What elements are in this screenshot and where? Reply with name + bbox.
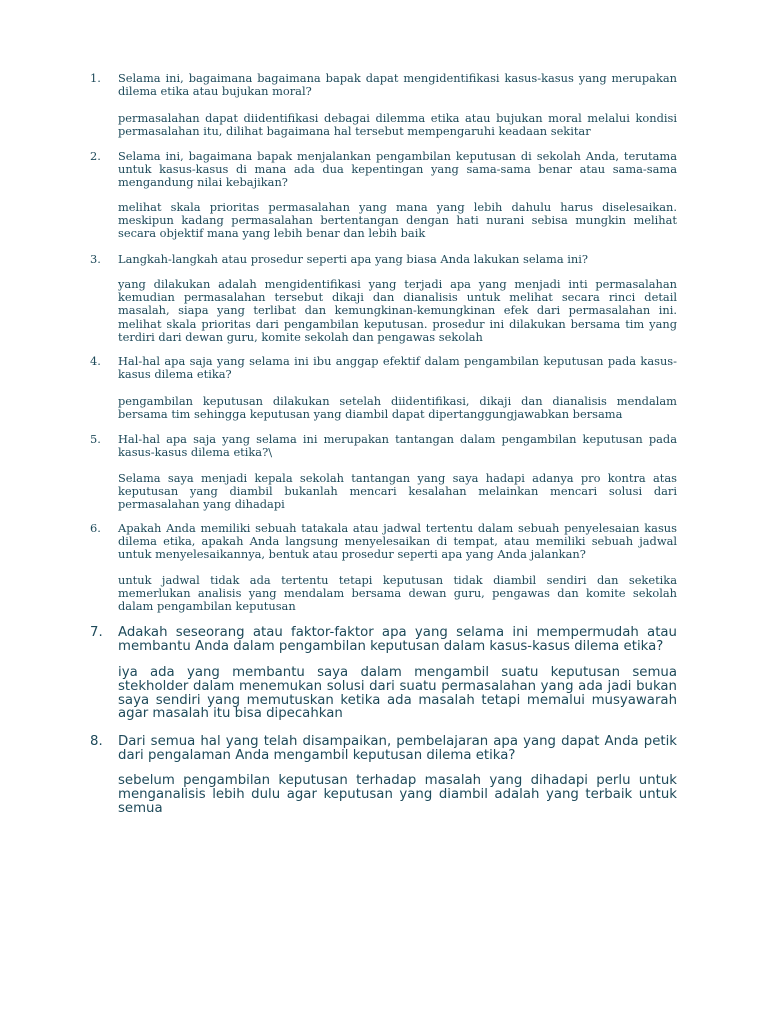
question-text: Adakah seseorang atau faktor-faktor apa yang selama ini mempermudah atau membantu Anda dalam pengambilan keputusan dalam kasus-kasus dilema etika? [118, 625, 677, 654]
answer-text: iya ada yang membantu saya dalam mengambil suatu keputusan semua stekholder dalam menemukan solusi dari suatu permasalahan yang ada jadi bukan saya sendiri yang memutuskan ketika ada masalah tetapi memalui musyawarah agar masalah itu bisa dipecahkan [118, 665, 677, 722]
answer-text: pengambilan keputusan dilakukan setelah diidentifikasi, dikaji dan dianalisis mendalam bersama tim sehingga keputusan yang diambil dapat dipertanggungjawabkan bersama [118, 394, 677, 422]
item-number: 8. [90, 734, 103, 749]
answer-text: yang dilakukan adalah mengidentifikasi yang terjadi apa yang menjadi inti permasalahan kemudian permasalahan tersebut dikaji dan dianalisis untuk melihat secara rinci detail masalah, siapa yang terlibat dan kemungkinan-kemungkinan efek dari permasalahan ini. melihat skala prioritas dari pengambilan keputusan. prosedur ini dilakukan bersama tim yang terdiri dari dewan guru, komite sekolah dan pengawas sekolah [118, 277, 677, 344]
question-text: Langkah-langkah atau prosedur seperti apa yang biasa Anda lakukan selama ini? [118, 252, 588, 266]
item-number: 2. [90, 149, 101, 163]
question-text: Selama ini, bagaimana bagaimana bapak dapat mengidentifikasi kasus-kasus yang merupakan dilema etika atau bujukan moral? [118, 71, 677, 99]
question-text: Selama ini, bagaimana bapak menjalankan pengambilan keputusan di sekolah Anda, terutama untuk kasus-kasus di mana ada dua kepentingan yang sama-sama benar atau sama-sama mengandung nilai kebajikan? [118, 149, 677, 190]
item-number: 3. [90, 252, 101, 266]
answer-text: sebelum pengambilan keputusan terhadap masalah yang dihadapi perlu untuk menganalisis lebih dulu agar keputusan yang diambil adalah yang terbaik untuk semua [118, 773, 677, 816]
answer-text: permasalahan dapat diidentifikasi debagai dilemma etika atau bujukan moral melalui kondisi permasalahan itu, dilihat bagaimana hal tersebut mempengaruhi keadaan sekitar [118, 111, 677, 139]
question-text: Hal-hal apa saja yang selama ini merupakan tantangan dalam pengambilan keputusan pada kasus-kasus dilema etika?\ [118, 432, 677, 460]
item-number: 1. [90, 71, 101, 85]
item-number: 7. [90, 625, 103, 640]
answer-text: untuk jadwal tidak ada tertentu tetapi keputusan tidak diambil sendiri dan seketika memerlukan analisis yang mendalam bersama dewan guru, pengawas dan komite sekolah dalam pengambilan keputusan [118, 573, 677, 614]
answer-text: melihat skala prioritas permasalahan yang mana yang lebih dahulu harus diselesaikan. meskipun kadang permasalahan bertentangan dengan hati nurani sebisa mungkin melihat secara objektif mana yang lebih benar dan lebih baik [118, 200, 677, 241]
item-number: 5. [90, 432, 101, 446]
item-number: 4. [90, 354, 101, 368]
answer-text: Selama saya menjadi kepala sekolah tantangan yang saya hadapi adanya pro kontra atas keputusan yang diambil bukanlah mencari kesalahan melainkan mencari solusi dari permasalahan yang dihadapi [118, 471, 677, 512]
item-number: 6. [90, 521, 101, 535]
question-text: Hal-hal apa saja yang selama ini ibu anggap efektif dalam pengambilan keputusan pada kasus-kasus dilema etika? [118, 354, 677, 382]
question-text: Dari semua hal yang telah disampaikan, pembelajaran apa yang dapat Anda petik dari pengalaman Anda mengambil keputusan dilema etika? [118, 734, 677, 763]
question-text: Apakah Anda memiliki sebuah tatakala atau jadwal tertentu dalam sebuah penyelesaian kasus dilema etika, apakah Anda langsung menyelesaikan di tempat, atau memiliki sebuah jadwal untuk menyelesaikannya, bentuk atau prosedur seperti apa yang Anda jalankan? [118, 521, 677, 562]
